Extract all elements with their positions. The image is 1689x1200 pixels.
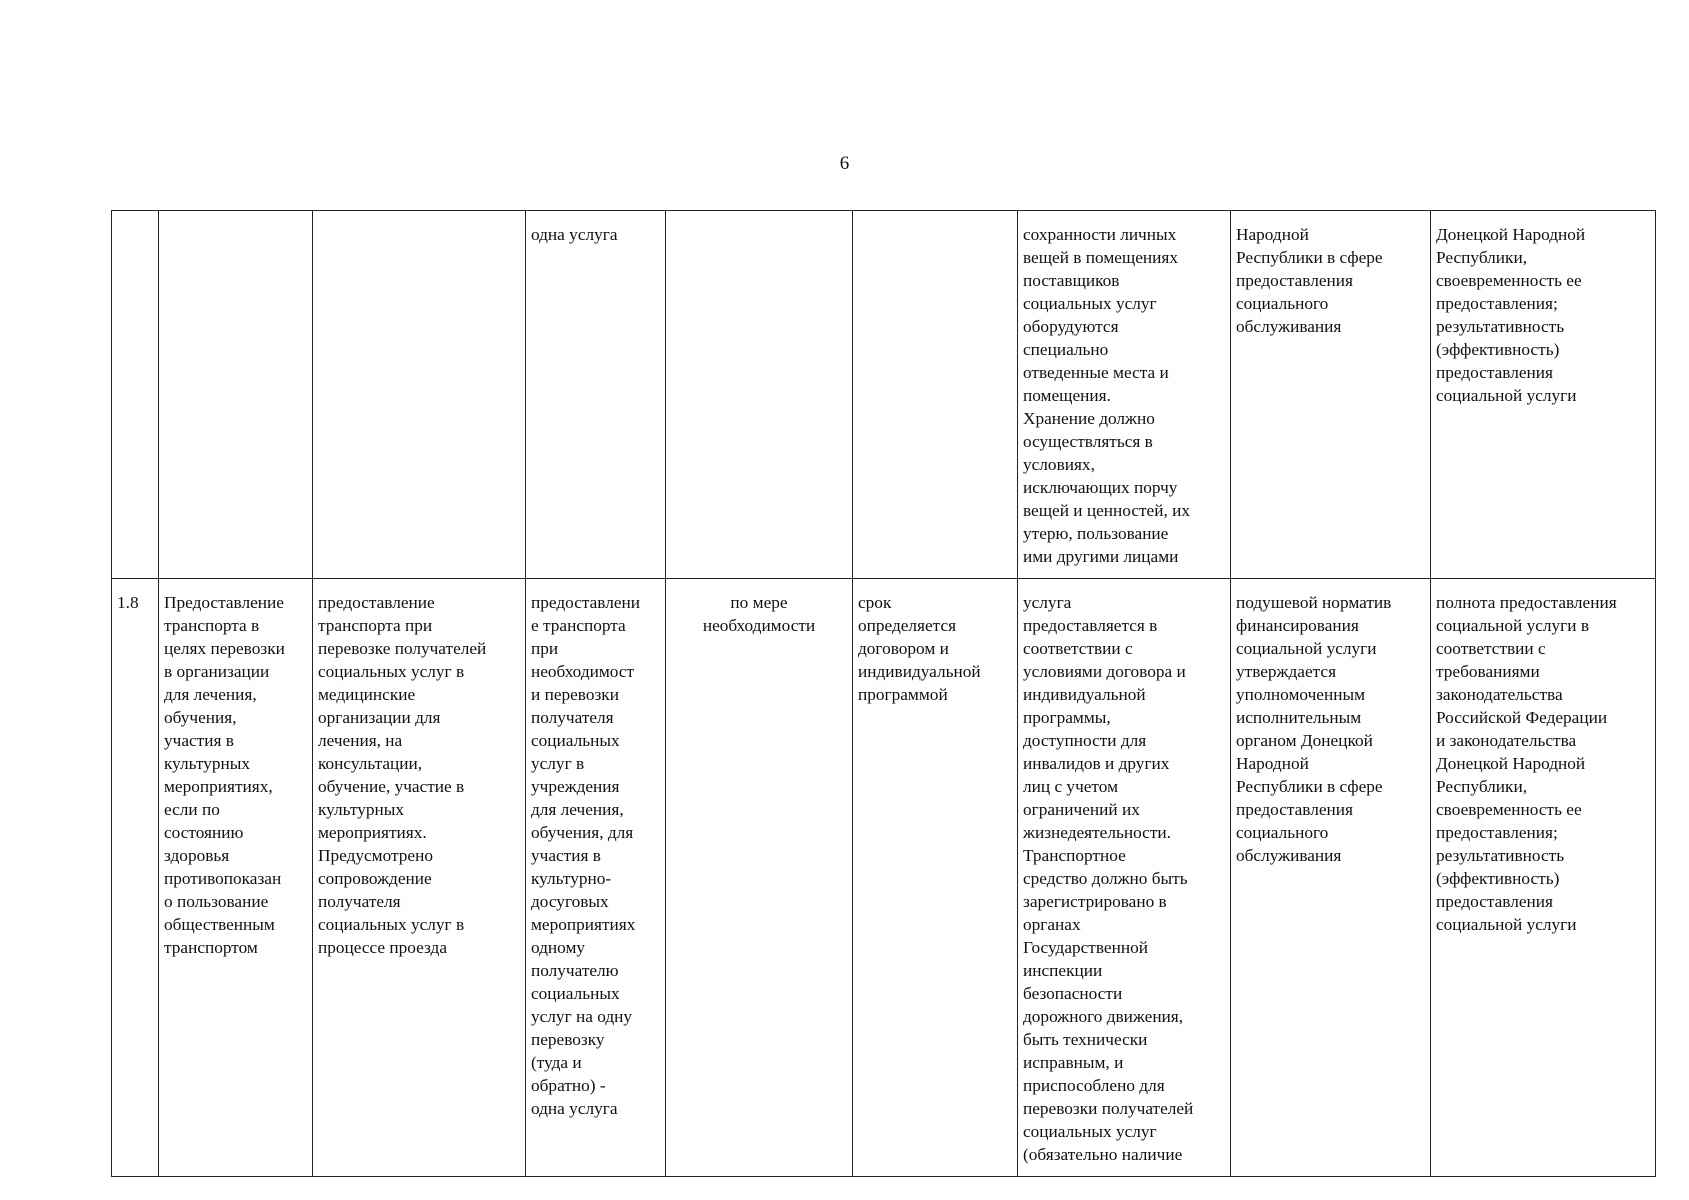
cell-service-description: предоставление транспорта при перевозке получателей социальных услуг в медицинские организации для лечения, на консультации, обучение, участие в культурных мероприятиях. Предусмотрено сопровождение получателя социальных услуг в процессе проезда: [313, 579, 526, 1177]
cell-number: [112, 211, 159, 579]
cell-norm: подушевой норматив финансирования социальной услуги утверждается уполномоченным исполнительным органом Донецкой Народной Республики в сфере предоставления социального обслуживания: [1231, 579, 1431, 1177]
cell-quality: полнота предоставления социальной услуги в соответствии с требованиями законодательства Российской Федерации и законодательства Донецкой Народной Республики, своевременность ее предоставления; результативность (эффективность) предоставления социальной услуги: [1431, 579, 1656, 1177]
services-table: [111, 210, 1656, 1177]
cell-service-volume: предоставлени е транспорта при необходимост и перевозки получателя социальных услуг в учреждения для лечения, обучения, для участия в культурно- досуговых мероприятиях одному получателю социальных услуг на одну перевозку (туда и обратно) - одна услуга: [526, 579, 666, 1177]
cell-frequency: по мере необходимости: [666, 579, 853, 1177]
cell-norm: Народной Республики в сфере предоставления социального обслуживания: [1231, 211, 1431, 579]
cell-number: 1.8: [112, 579, 159, 1177]
cell-conditions: сохранности личных вещей в помещениях поставщиков социальных услуг оборудуются специально отведенные места и помещения. Хранение должно осуществляться в условиях, исключающих порчу вещей и ценностей, их утерю, пользование ими другими лицами: [1018, 211, 1231, 579]
cell-conditions: услуга предоставляется в соответствии с условиями договора и индивидуальной программы, доступности для инвалидов и других лиц с учетом ограничений их жизнедеятельности. Транспортное средство должно быть зарегистрировано в органах Государственной инспекции безопасности дорожного движения, быть технически исправным, и приспособлено для перевозки получателей социальных услуг (обязательно наличие: [1018, 579, 1231, 1177]
table-row: [112, 579, 1656, 1177]
cell-term: срок определяется договором и индивидуальной программой: [853, 579, 1018, 1177]
page-number: 6: [839, 153, 850, 174]
cell-service-volume: одна услуга: [526, 211, 666, 579]
cell-quality: Донецкой Народной Республики, своевременность ее предоставления; результативность (эффективность) предоставления социальной услуги: [1431, 211, 1656, 579]
cell-service-description: [313, 211, 526, 579]
cell-service-name: [159, 211, 313, 579]
cell-frequency: [666, 211, 853, 579]
cell-service-name: Предоставление транспорта в целях перевозки в организации для лечения, обучения, участия в культурных мероприятиях, если по состоянию здоровья противопоказан о пользование общественным транспортом: [159, 579, 313, 1177]
cell-term: [853, 211, 1018, 579]
table-row: [112, 211, 1656, 579]
